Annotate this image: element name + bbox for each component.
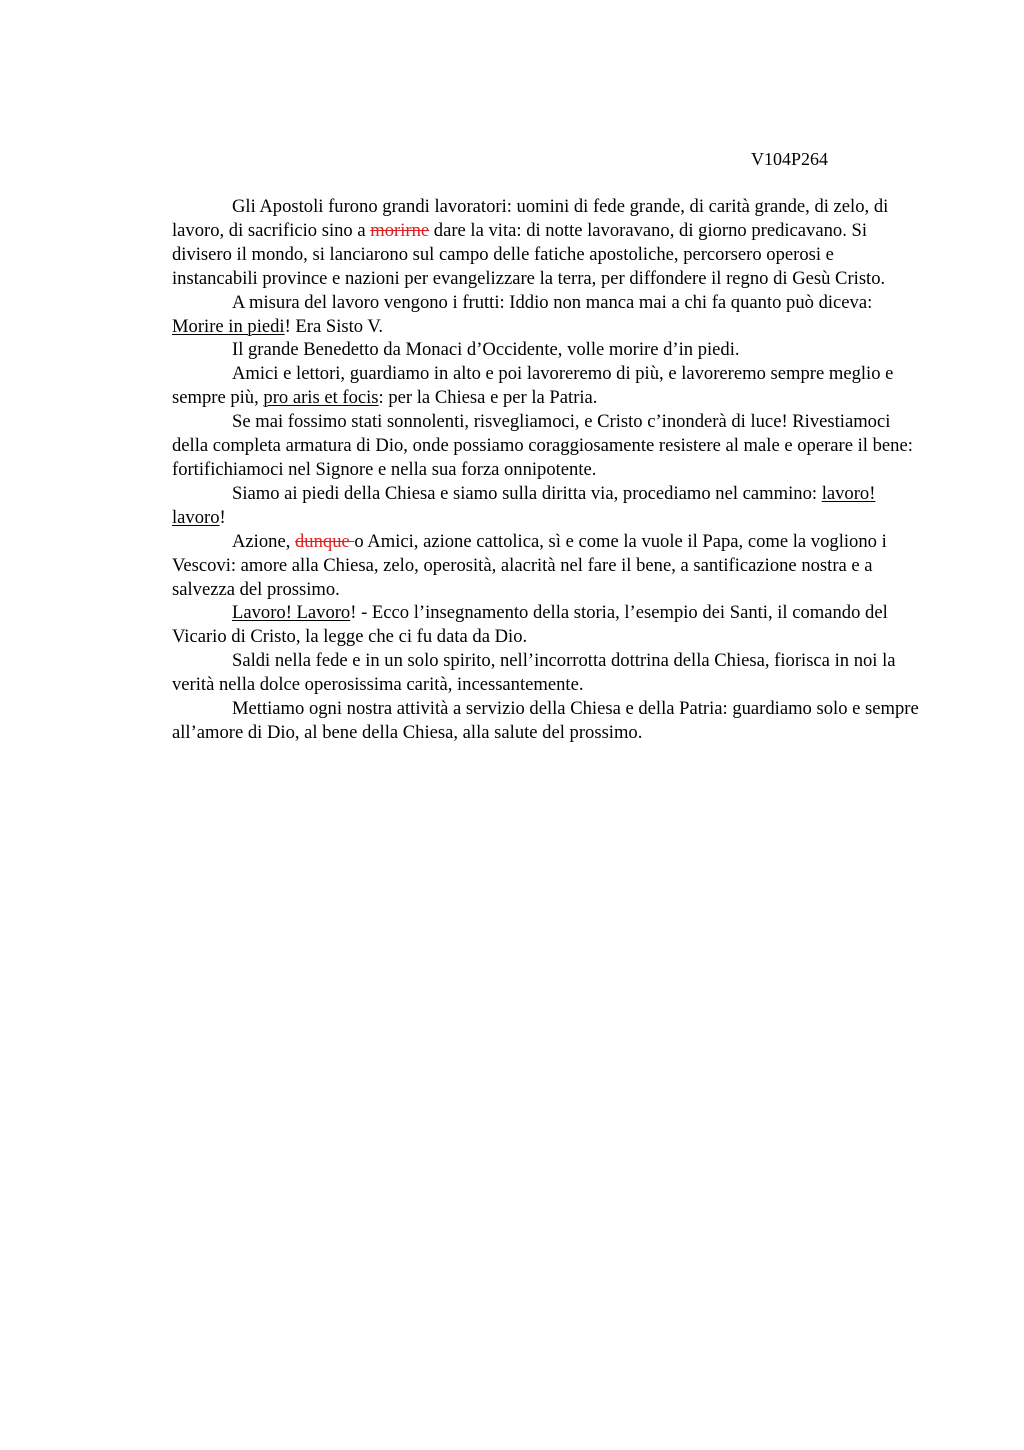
- struck-word: dunque: [295, 530, 355, 552]
- paragraph-3: [172, 338, 922, 362]
- paragraph-text: ! Era Sisto V.: [284, 315, 384, 337]
- paragraph-text: Saldi nella fede e in un solo spirito, nell’incorrotta dottrina della Chiesa, fiorisca in noi la verità nella dolce operosissima carità, incessantemente.: [172, 650, 896, 696]
- page-code: V104P264: [751, 149, 829, 169]
- paragraph-8: [172, 601, 922, 649]
- paragraph-5: [172, 410, 922, 482]
- paragraph-10: [172, 697, 922, 745]
- document-body: [172, 195, 922, 745]
- paragraph-text: Mettiamo ogni nostra attività a servizio della Chiesa e della Patria: guardiamo solo e sempre all’amore di Dio, al bene della Chiesa, alla salute del prossimo.: [172, 698, 919, 743]
- paragraph-text: : per la Chiesa e per la Patria.: [378, 387, 598, 409]
- paragraph-4: [172, 362, 922, 410]
- paragraph-text: ! - Ecco l’insegnamento della storia, l’esempio dei Santi, il comando del Vicario di Cristo, la legge che ci fu data da Dio.: [172, 602, 888, 648]
- paragraph-9: [172, 649, 922, 697]
- paragraph-text: Se mai fossimo stati sonnolenti, risvegliamoci, e Cristo c’inonderà di luce! Rivestiamoci della completa armatura di Dio, onde possiamo coraggiosamente resistere al male e operare il bene: fortifichiamoci nel Signore e nella sua forza onnipotente.: [172, 411, 913, 480]
- underlined-phrase: lavoro! lavoro: [172, 482, 876, 528]
- paragraph-text: dare la vita: di notte lavoravano, di giorno predicavano. Si divisero il mondo, si lanciarono sul campo delle fatiche apostoliche, percorsero operosi e instancabili province e nazioni per evangelizzare la terra, per diffondere il regno di Gesù Cristo.: [172, 219, 886, 289]
- struck-word: morirne: [370, 219, 430, 241]
- underlined-phrase: pro aris et focis: [263, 387, 379, 409]
- paragraph-text: Amici e lettori, guardiamo in alto e poi lavoreremo di più, e lavoreremo sempre meglio e sempre più,: [172, 363, 894, 409]
- paragraph-text: o Amici, azione cattolica, sì e come la vuole il Papa, come la vogliono i Vescovi: amore alla Chiesa, zelo, operosità, alacrità nel fare il bene, a santificazione nostra e a salvezza del prossimo.: [172, 530, 887, 600]
- paragraph-6: [172, 482, 922, 530]
- paragraph-text: Il grande Benedetto da Monaci d’Occidente, volle morire d’in piedi.: [232, 339, 740, 361]
- paragraph-2: [172, 291, 922, 339]
- paragraph-text: Azione,: [232, 530, 295, 552]
- paragraph-1: [172, 195, 922, 291]
- paragraph-text: Gli Apostoli furono grandi lavoratori: uomini di fede grande, di carità grande, di zelo, di lavoro, di sacrificio sino a: [172, 196, 889, 241]
- paragraph-text: A misura del lavoro vengono i frutti: Iddio non manca mai a chi fa quanto può diceva:: [232, 291, 873, 313]
- underlined-phrase: Morire in piedi: [172, 315, 285, 337]
- paragraph-7: [172, 530, 922, 602]
- underlined-phrase: Lavoro! Lavoro: [232, 602, 351, 624]
- paragraph-text: Siamo ai piedi della Chiesa e siamo sulla diritta via, procediamo nel cammino:: [232, 482, 822, 504]
- paragraph-text: !: [219, 506, 226, 528]
